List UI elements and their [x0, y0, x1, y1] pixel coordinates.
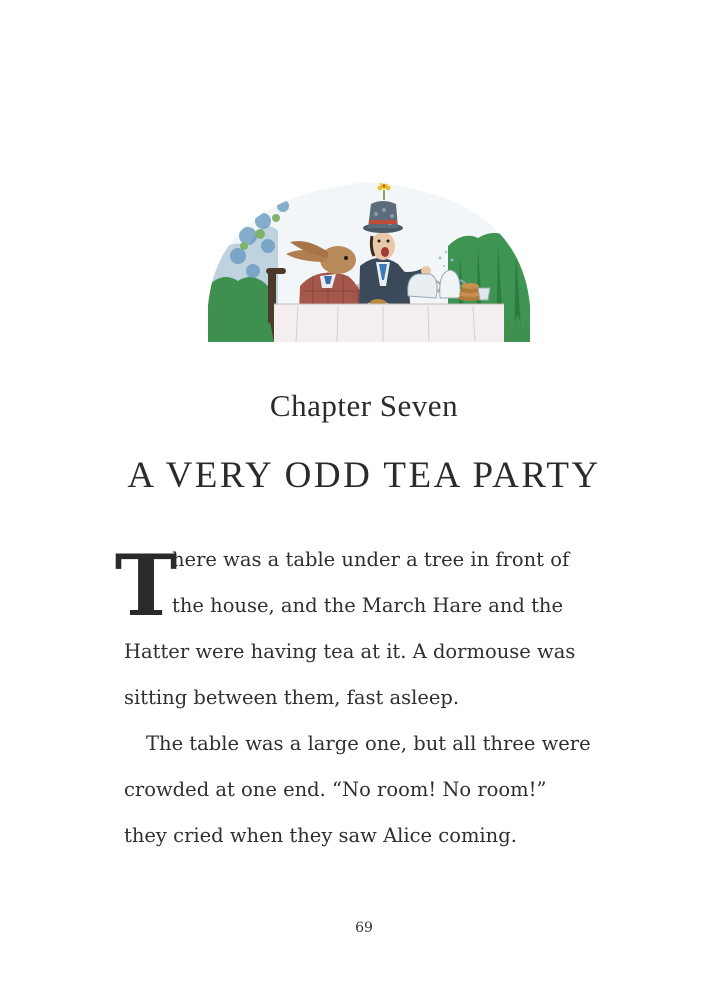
- body-text: [114, 536, 624, 859]
- page-number: 69: [355, 920, 373, 936]
- chapter-title: A VERY ODD TEA PARTY: [127, 455, 601, 496]
- svg-text:T: T: [114, 536, 178, 635]
- drop-cap-letter: [114, 536, 178, 635]
- chapter-label: Chapter Seven: [269, 388, 459, 423]
- paragraph-line: they cried when they saw Alice coming.: [124, 824, 517, 847]
- paragraph-line: Hatter were having tea at it. A dormouse was: [124, 640, 576, 663]
- paragraph-line: The table was a large one, but all three were: [146, 732, 591, 755]
- paragraph-line: crowded at one end. “No room! No room!”: [124, 778, 547, 801]
- paragraph-line: sitting between them, fast asleep.: [124, 686, 460, 709]
- paragraph-line: here was a table under a tree in front of: [172, 548, 570, 571]
- paragraph-line: the house, and the March Hare and the: [172, 594, 564, 617]
- mad-hatter-tea-party-illustration: [208, 176, 530, 342]
